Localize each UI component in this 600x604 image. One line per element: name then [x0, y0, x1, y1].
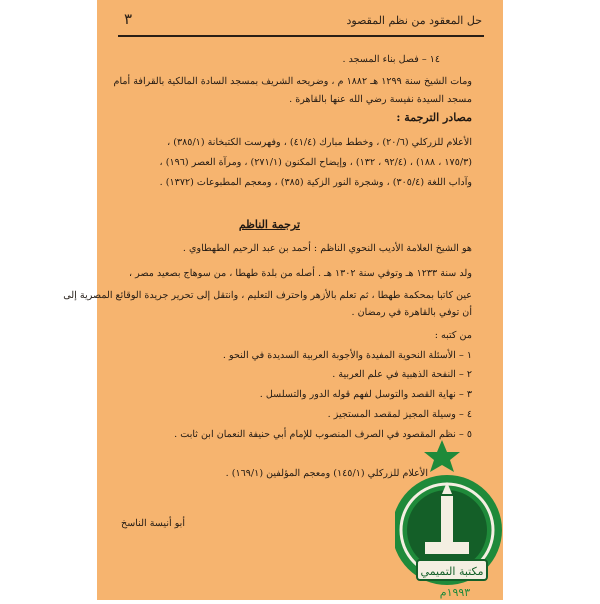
- library-year: ١٩٩٣م: [439, 586, 471, 599]
- library-seal-icon: [395, 440, 515, 600]
- text-line: هو الشيخ العلامة الأديب النحوي الناظم : أحمد بن عبد الرحيم الطهطاوي .: [182, 243, 472, 254]
- list-item: ٢ – النفحة الذهبية في علم العربية .: [332, 369, 472, 380]
- text-line: من كتبه :: [434, 330, 472, 341]
- footnote: الأعلام للزركلي (١٤٥/١) ومعجم المؤلفين (١٦٩/١) .: [225, 468, 428, 479]
- copyist-signature: أبو أنيسة الناسخ: [121, 518, 185, 529]
- text-line: وآداب اللغة (٣٠٥/٤) ، وشجرة النور الزكية (٣٨٥) ، ومعجم المطبوعات (١٣٧٢) .: [159, 177, 472, 188]
- text-line: ١٤ – فصل بناء المسجد .: [342, 54, 440, 65]
- library-name: مكتبة التميمي: [420, 565, 484, 578]
- text-line: ولد سنة ١٢٣٣ هـ وتوفي سنة ١٣٠٢ هـ . أصله من بلدة طهطا ، من سوهاج بصعيد مصر ،: [129, 268, 472, 279]
- text-line: ومات الشيخ سنة ١٢٩٩ هـ ١٨٨٢ م ، وضريحه الشريف بمسجد السادة المالكية بالقرافة أمام: [113, 76, 472, 87]
- text-line: (١٧٥/٣ ، ١٨٨) ، (٩٢/٤ ، ١٣٢) ، وإيضاح المكنون (٢٧١/١) ، ومرآة العصر (١٩٦) ،: [159, 157, 472, 168]
- library-logo: [395, 440, 515, 600]
- header-rule: [118, 35, 484, 37]
- list-item: ٤ – وسيلة المجيز لمقصد المستجيز .: [327, 409, 472, 420]
- text-line: أن توفي بالقاهرة في رمضان .: [351, 307, 472, 318]
- list-item: ١ – الأسئلة النحوية المفيدة والأجوبة العربية السديدة في النحو .: [222, 350, 472, 361]
- running-title: حل المعقود من نظم المقصود: [346, 14, 482, 27]
- text-line: الأعلام للزركلي (٢٠/٦) ، وخطط مبارك (٤١/٤) ، وفهرست الكتبخانة (٣٨٥/١) ،: [167, 137, 472, 148]
- running-header: [120, 10, 482, 32]
- section-heading-biography: ترجمة الناظم: [238, 218, 300, 231]
- page-number: ٣: [124, 10, 133, 28]
- text-line: عين كاتبا بمحكمة طهطا ، ثم تعلم بالأزهر واحترف التعليم ، وانتقل إلى تحرير جريدة الوقائع المصرية إلى: [63, 290, 472, 301]
- text-line: مسجد السيدة نفيسة رضي الله عنها بالقاهرة .: [289, 94, 472, 105]
- list-item: ٥ – نظم المقصود في الصرف المنصوب للإمام أبي حنيفة النعمان ابن ثابت .: [174, 429, 472, 440]
- section-heading-sources: مصادر الترجمة :: [396, 111, 472, 124]
- list-item: ٣ – نهاية القصد والتوسل لفهم قوله الدور والتسلسل .: [259, 389, 472, 400]
